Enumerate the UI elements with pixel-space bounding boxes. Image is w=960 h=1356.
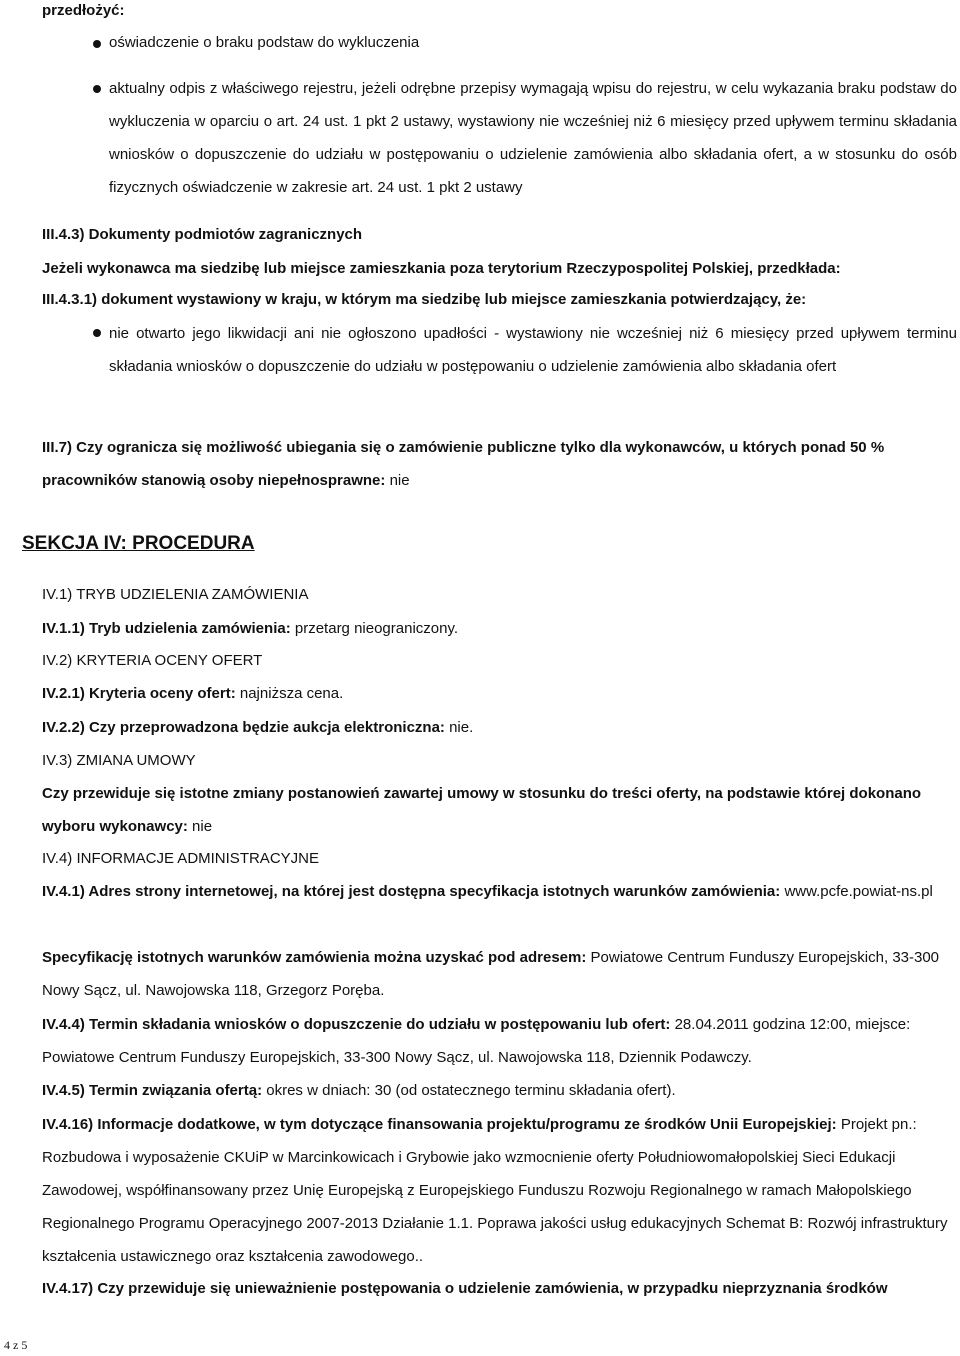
section-iv-2-2 (42, 711, 957, 744)
section-iv-3 (42, 777, 957, 843)
section-iv-3-label: Czy przewiduje się istotne zmiany postanowień zawartej umowy w stosunku do treści oferty, na podstawie której dokonano wyboru wykonawcy: (42, 785, 922, 835)
section-iv-4-17-label: IV.4.17) Czy przewiduje się unieważnienie postępowania o udzielenie zamówienia, w przypadku nieprzyznania środków (42, 1280, 888, 1297)
section-iii-4-3-1-heading: III.4.3.1) dokument wystawiony w kraju, w którym ma siedzibę lub miejsce zamieszkania potwierdzający, że: (42, 291, 807, 308)
section-iv-2-1 (42, 677, 957, 710)
section-iv-2-2-label: IV.2.2) Czy przeprowadzona będzie aukcja elektroniczna: (42, 719, 445, 736)
section-iv-4-4 (42, 1008, 957, 1074)
section-iv-2-1-label: IV.2.1) Kryteria oceny ofert: (42, 685, 236, 702)
section-iv-4-4-label: IV.4.4) Termin składania wniosków o dopuszczenie do udziału w postępowaniu lub ofert: (42, 1016, 671, 1033)
section-iv-title: SEKCJA IV: PROCEDURA (22, 533, 255, 554)
requirement-no-exclusion: oświadczenie o braku podstaw do wykluczenia (109, 34, 420, 51)
section-iv-4-1 (42, 875, 957, 908)
section-iv-4-4-value: 28.04.2011 godzina 12:00, miejsce: Powiatowe Centrum Funduszy Europejskich, 33-300 Nowy Sącz, ul. Nawojowska 118, Dziennik Podawczy. (42, 1016, 911, 1066)
section-iv-4-16-value: Projekt pn.: Rozbudowa i wyposażenie CKUiP w Marcinkowicach i Grybowie jako wzmocnienie oferty Południowomałopolskiej Sieci Edukacji Zawodowej, współfinansowany przez Unię Europejską z Europejskiego Funduszu Rozwoju Regionalnego w ramach Małopolskiego Regionalnego Programu Operacyjnego 2007-2013 Działanie 1.1. Poprawa jakości usług edukacyjnych Schemat B: Rozwój infrastruktury kształcenia ustawicznego oraz kształcenia zawodowego.. (42, 1116, 948, 1265)
section-iv-4-16 (42, 1108, 957, 1273)
bullet-icon (93, 40, 101, 48)
siwz-address-label: Specyfikację istotnych warunków zamówienia można uzyskać pod adresem: (42, 949, 587, 966)
section-iv-1-1-label: IV.1.1) Tryb udzielenia zamówienia: (42, 620, 291, 637)
section-iv-4-5-label: IV.4.5) Termin związania ofertą: (42, 1082, 263, 1099)
section-iii-7-label: III.7) Czy ogranicza się możliwość ubiegania się o zamówienie publiczne tylko dla wykonawców, u których ponad 50 % pracowników stanowią osoby niepełnosprawne: (42, 439, 885, 489)
section-iv-4-5-value: okres w dniach: 30 (od ostatecznego terminu składania ofert). (266, 1082, 676, 1099)
section-iv-2-1-value: najniższa cena. (239, 685, 344, 702)
section-iv-2-heading: IV.2) KRYTERIA OCENY OFERT (42, 652, 263, 669)
siwz-address (42, 941, 957, 1007)
section-iv-1-1-value: przetarg nieograniczony. (294, 620, 459, 637)
foreign-document-requirement: nie otwarto jego likwidacji ani nie ogłoszono upadłości - wystawiony nie wcześniej niż 6 miesięcy przed upływem terminu składania wniosków o dopuszczenie do udziału w postępowaniu o udzielenie zamówienia albo składania ofert (109, 325, 957, 375)
section-iii-7-value: nie (389, 472, 410, 489)
section-iv-2-2-value: nie. (449, 719, 474, 736)
section-iv-1-1 (42, 612, 957, 645)
section-iii-4-3-intro: Jeżeli wykonawca ma siedzibę lub miejsce zamieszkania poza terytorium Rzeczypospolitej Polskiej, przedkłada: (42, 260, 841, 277)
section-iv-3-heading: IV.3) ZMIANA UMOWY (42, 752, 196, 769)
bullet-icon (93, 85, 101, 93)
lead-text: przedłożyć: (42, 2, 125, 19)
section-iv-4-5 (42, 1074, 957, 1107)
section-iv-3-value: nie (192, 818, 213, 835)
section-iv-4-heading: IV.4) INFORMACJE ADMINISTRACYJNE (42, 850, 319, 867)
siwz-address-value: Powiatowe Centrum Funduszy Europejskich, 33-300 Nowy Sącz, ul. Nawojowska 118, Grzegorz Poręba. (42, 949, 940, 999)
bullet-icon (93, 329, 101, 337)
requirement-registry-extract: aktualny odpis z właściwego rejestru, jeżeli odrębne przepisy wymagają wpisu do rejestru, w celu wykazania braku podstaw do wykluczenia w oparciu o art. 24 ust. 1 pkt 2 ustawy, wystawiony nie wcześniej niż 6 miesięcy przed upływem terminu składania wniosków o dopuszczenie do udziału w postępowaniu o udzielenie zamówienia albo składania ofert, a w stosunku do osób fizycznych oświadczenie w zakresie art. 24 ust. 1 pkt 2 ustawy (109, 80, 957, 196)
section-iv-4-1-value: www.pcfe.powiat-ns.pl (784, 883, 933, 900)
section-iii-4-3-heading: III.4.3) Dokumenty podmiotów zagranicznych (42, 226, 363, 243)
section-iv-1-heading: IV.1) TRYB UDZIELENIA ZAMÓWIENIA (42, 586, 309, 603)
section-iii-7 (42, 431, 957, 497)
page-number: 4 z 5 (4, 1338, 28, 1352)
section-iv-4-1-label: IV.4.1) Adres strony internetowej, na której jest dostępna specyfikacja istotnych warunków zamówienia: (42, 883, 781, 900)
section-iv-4-16-label: IV.4.16) Informacje dodatkowe, w tym dotyczące finansowania projektu/programu ze środków Unii Europejskiej: (42, 1116, 837, 1133)
